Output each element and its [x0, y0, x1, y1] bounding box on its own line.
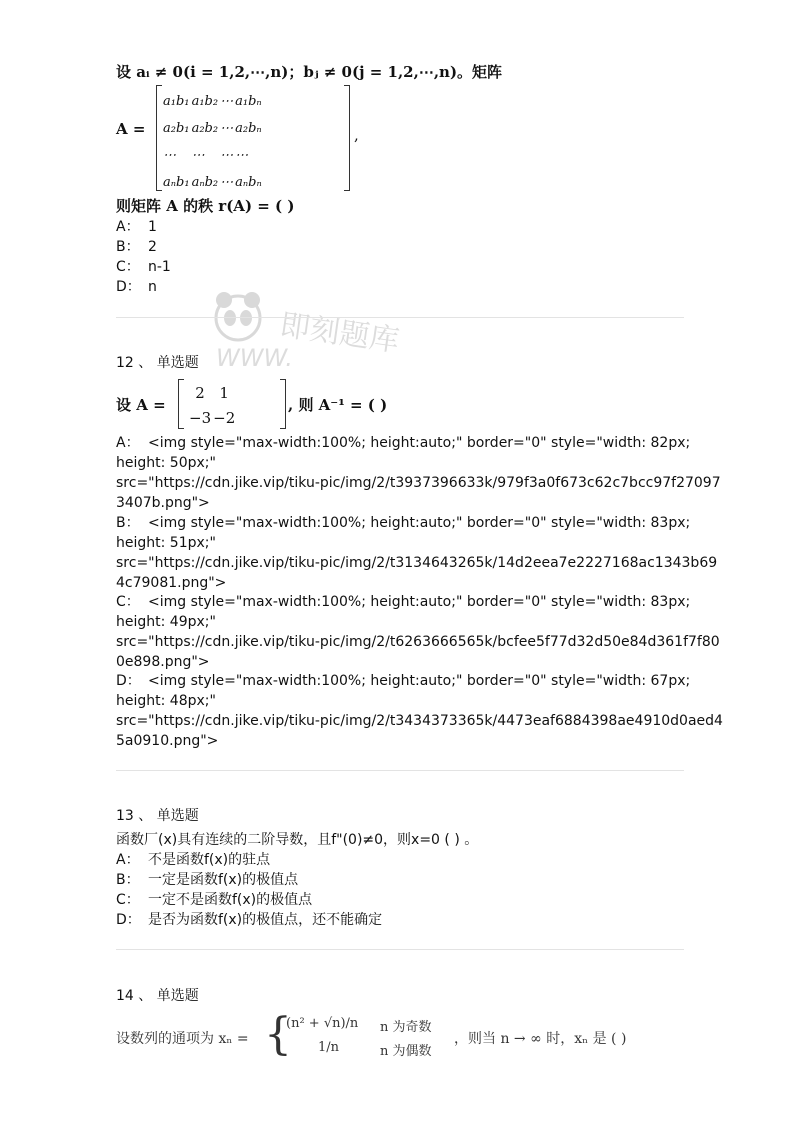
option-text: 一定不是函数f(x)的极值点 — [148, 892, 313, 908]
option-letter: B： — [116, 872, 140, 888]
option-text: <img style="max-width:100%; height:auto;" border="0" style="width: 67px; — [148, 673, 691, 689]
matrix-cell: aₙb₁ — [163, 175, 190, 190]
q11-matrix-row — [162, 88, 263, 115]
q12-matrix-grid — [188, 380, 236, 430]
q11-matrix-row — [162, 142, 263, 169]
option-text-line: 3407b.png"> — [116, 495, 210, 511]
option-text: n-1 — [148, 259, 171, 275]
option-letter: C： — [116, 594, 140, 610]
option-text-line: src="https://cdn.jike.vip/tiku-pic/img/2/t6263666565k/bcfee5f77d32d50e84d361f7f80 — [116, 634, 720, 650]
option-letter: B： — [116, 515, 140, 531]
question-divider — [116, 949, 684, 950]
matrix-cell: a₂b₁ — [163, 121, 190, 136]
matrix-cell: a₂bₙ — [235, 121, 262, 136]
matrix-cell: ⋯ — [235, 148, 249, 163]
matrix-cell: a₁b₂ — [191, 94, 219, 109]
option-letter: A： — [116, 435, 140, 451]
option-text: <img style="max-width:100%; height:auto;" border="0" style="width: 83px; — [148, 515, 691, 531]
option-letter: C： — [116, 259, 140, 275]
option-letter: D： — [116, 279, 141, 295]
option-letter: C： — [116, 892, 140, 908]
q11-matrix-grid — [162, 88, 263, 196]
option-letter: A： — [116, 219, 140, 235]
option-letter: D： — [116, 673, 141, 689]
matrix-cell: ⋯ — [220, 148, 234, 163]
option-text: 是否为函数f(x)的极值点，还不能确定 — [148, 912, 383, 928]
question-divider — [116, 770, 684, 771]
matrix-cell: a₁bₙ — [235, 94, 262, 109]
question-divider — [116, 317, 684, 318]
matrix-cell: −2 — [213, 408, 236, 427]
option-text: 2 — [148, 239, 157, 255]
option-text: 1 — [148, 219, 157, 235]
matrix-cell: a₂b₂ — [191, 121, 219, 136]
option-row — [116, 592, 690, 612]
matrix-cell: 2 — [195, 383, 205, 402]
matrix-cell: 1 — [219, 383, 229, 402]
matrix-cell: ⋯ — [163, 148, 176, 163]
q11-stem-line2: 则矩阵 A 的秩 r(A) = ( ) — [116, 197, 295, 215]
option-row — [116, 890, 312, 910]
option-row — [116, 513, 690, 533]
option-text: <img style="max-width:100%; height:auto;" border="0" style="width: 82px; — [148, 435, 691, 451]
option-text: n — [148, 279, 157, 295]
option-row — [116, 217, 157, 237]
option-letter: A： — [116, 852, 140, 868]
option-text-line: 0e898.png"> — [116, 654, 210, 670]
matrix-cell: ⋯ — [220, 121, 234, 136]
option-text-line: height: 50px;" — [116, 455, 216, 471]
option-text-line: height: 51px;" — [116, 535, 216, 551]
q14-stem-prefix: 设数列的通项为 xₙ = — [116, 1031, 249, 1047]
option-text: 一定是函数f(x)的极值点 — [148, 872, 299, 888]
watermark — [210, 288, 410, 382]
matrix-cell: aₙb₂ — [191, 175, 219, 190]
matrix-cell: a₁b₁ — [163, 94, 190, 109]
q14-stem-suffix: ，则当 n → ∞ 时，xₙ 是 ( ) — [454, 1031, 627, 1047]
q14-stem — [116, 1009, 676, 1062]
q11-matrix-row — [162, 115, 263, 142]
q12-stem-suffix: , 则 A⁻¹ = ( ) — [288, 396, 388, 414]
matrix-cell: −3 — [189, 408, 212, 427]
option-row — [116, 870, 298, 890]
q11-stem-line1: 设 aᵢ ≠ 0(i = 1,2,⋯,n)；bⱼ ≠ 0(j = 1,2,⋯,n)。矩阵 — [116, 63, 503, 81]
option-row — [116, 850, 270, 870]
q12-matrix-row — [188, 380, 236, 405]
option-text: 不是函数f(x)的驻点 — [148, 852, 271, 868]
q14-header: 14 、 单选题 — [116, 988, 199, 1004]
option-text-line: height: 48px;" — [116, 693, 216, 709]
matrix-cell: ⋯ — [191, 148, 205, 163]
q13-header: 13 、 单选题 — [116, 808, 199, 824]
option-letter: B： — [116, 239, 140, 255]
q14-case2-cond: n 为偶数 — [380, 1044, 432, 1059]
option-row — [116, 237, 157, 257]
option-text-line: src="https://cdn.jike.vip/tiku-pic/img/2/t3937396633k/979f3a0f673c62c7bcc97f27097 — [116, 475, 721, 491]
q12-matrix-row — [188, 405, 236, 430]
q14-case1-cond: n 为奇数 — [380, 1020, 432, 1035]
option-row — [116, 257, 171, 277]
option-row — [116, 671, 690, 691]
matrix-cell: aₙbₙ — [235, 175, 262, 190]
q11-matrix-suffix: , — [354, 126, 359, 144]
option-text-line: 5a0910.png"> — [116, 733, 219, 749]
option-letter: D： — [116, 912, 141, 928]
q11-matrix-row — [162, 169, 263, 196]
option-row — [116, 433, 690, 453]
option-text-line: src="https://cdn.jike.vip/tiku-pic/img/2/t3434373365k/4473eaf6884398ae4910d0aed4 — [116, 713, 723, 729]
matrix-cell: ⋯ — [220, 94, 234, 109]
option-row — [116, 910, 382, 930]
watermark-url: WWW. — [216, 344, 293, 372]
q12-stem-prefix: 设 A = — [116, 396, 166, 414]
q14-case2-expr: 1/n — [318, 1040, 340, 1055]
q13-stem: 函数厂(x)具有连续的二阶导数，且f"(0)≠0，则x=0 ( ) 。 — [116, 832, 479, 848]
q14-case1-expr: (n² + √n)/n — [286, 1016, 359, 1031]
option-row — [116, 277, 157, 297]
q11-matrix-label: A = — [116, 120, 146, 138]
matrix-cell: ⋯ — [220, 175, 234, 190]
watermark-text: 即刻题库 — [277, 307, 402, 360]
option-text-line: 4c79081.png"> — [116, 575, 227, 591]
option-text-line: height: 49px;" — [116, 614, 216, 630]
q12-header: 12 、 单选题 — [116, 355, 199, 371]
q14-brace: { — [264, 1009, 292, 1060]
option-text: <img style="max-width:100%; height:auto;" border="0" style="width: 83px; — [148, 594, 691, 610]
option-text-line: src="https://cdn.jike.vip/tiku-pic/img/2/t3134643265k/14d2eea7e2227168ac1343b69 — [116, 555, 718, 571]
